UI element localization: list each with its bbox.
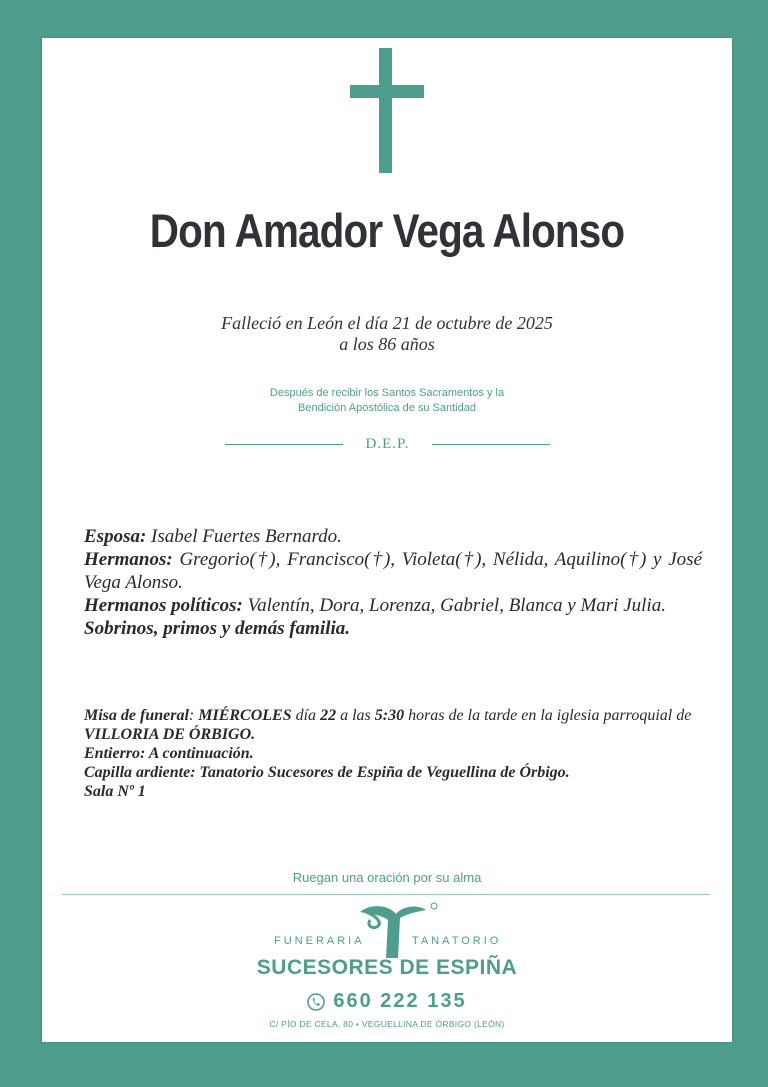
- obituary-card: [42, 38, 732, 1042]
- chapel-line: [84, 763, 714, 782]
- room-line: [84, 782, 714, 801]
- mass-time: 5:30: [374, 707, 405, 724]
- dep-text: D.E.P.: [365, 435, 410, 452]
- tanatorio-label: TANATORIO: [412, 935, 502, 947]
- mass-line: [84, 706, 714, 744]
- sacraments-line-1: Después de recibir los Santos Sacramentos y la: [269, 387, 505, 399]
- burial-text: Entierro: A continuación.: [84, 745, 254, 762]
- death-age: a los 86 años: [339, 334, 435, 354]
- spouse-line: [84, 525, 702, 548]
- mass-date: 22: [320, 707, 337, 724]
- divider-rule-left: [225, 444, 343, 445]
- sacraments-line-2: Bendición Apostólica de su Santidad: [298, 402, 476, 414]
- inlaws-line: [84, 594, 702, 617]
- mass-colon: :: [188, 707, 199, 724]
- mass-text-3: horas de la tarde en la iglesia parroquial de: [404, 707, 692, 724]
- chapel-text: Capilla ardiente: Tanatorio Sucesores de Espiña de Veguellina de Órbigo.: [84, 764, 570, 781]
- mass-place: VILLORIA DE ÓRBIGO.: [84, 726, 256, 743]
- company-address: C/ PÍO DE CELA, 80 • VEGUELLINA DE ÓRBIGO (LEÓN): [269, 1019, 505, 1029]
- family-section: [84, 525, 702, 640]
- funeraria-label: FUNERARIA: [274, 935, 365, 947]
- room-text: Sala Nº 1: [84, 783, 146, 800]
- funeral-section: [84, 706, 714, 801]
- death-date: Falleció en León el día 21 de octubre de 2025: [221, 313, 553, 333]
- mass-day: MIÉRCOLES: [198, 707, 292, 724]
- death-info: [42, 313, 732, 355]
- funeral-home-logo-icon: [342, 900, 442, 962]
- spouse-name: Isabel Fuertes Bernardo.: [151, 526, 342, 547]
- phone-row: [42, 990, 732, 1013]
- sacraments-note: [42, 386, 732, 416]
- phone-icon: [307, 993, 325, 1011]
- divider-rule-right: [432, 444, 550, 445]
- phone-number: 660 222 135: [333, 990, 467, 1012]
- funeral-home-services: [42, 935, 732, 949]
- company-name: SUCESORES DE ESPIÑA: [256, 956, 518, 979]
- deceased-name: Don Amador Vega Alonso: [149, 204, 625, 257]
- footer-divider: [62, 894, 710, 895]
- mass-text-2: a las: [336, 707, 375, 724]
- dep-divider: [225, 434, 550, 454]
- spouse-label: Esposa:: [84, 526, 147, 547]
- siblings-label: Hermanos:: [84, 549, 173, 570]
- inlaws-names: Valentín, Dora, Lorenza, Gabriel, Blanca y Mari Julia.: [247, 595, 666, 616]
- prayer-request: Ruegan una oración por su alma: [292, 870, 482, 885]
- siblings-line: [84, 548, 702, 594]
- inlaws-label: Hermanos políticos:: [84, 595, 243, 616]
- others-line: [84, 617, 702, 640]
- mass-text-1: día: [291, 707, 321, 724]
- burial-line: [84, 744, 714, 763]
- other-family: Sobrinos, primos y demás familia.: [84, 618, 351, 639]
- mass-label: Misa de funeral: [84, 707, 189, 724]
- cross-icon: [347, 48, 427, 173]
- siblings-names: Gregorio(†), Francisco(†), Violeta(†), Nélida, Aquilino(†) y José Vega Alonso.: [84, 549, 703, 593]
